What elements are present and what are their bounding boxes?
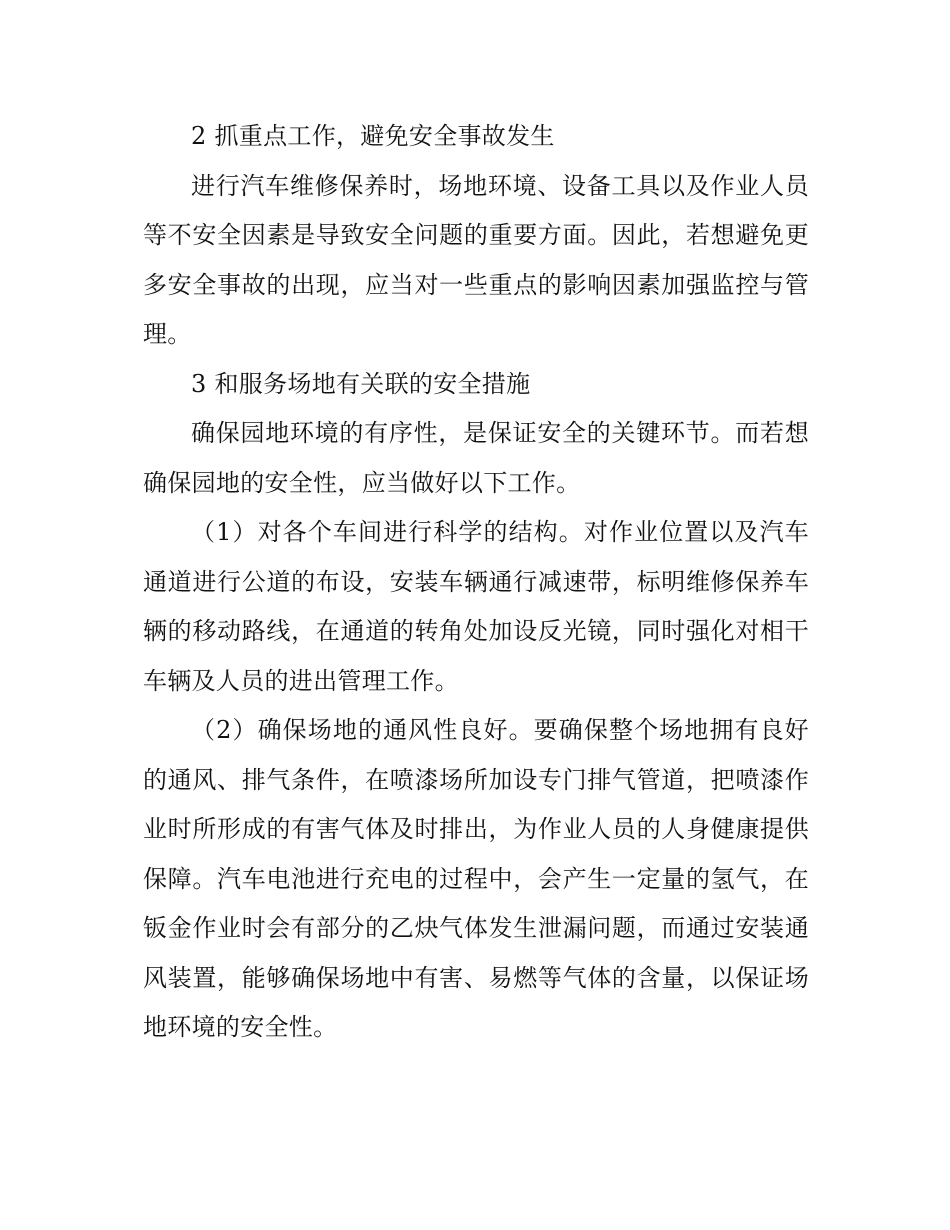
document-body <box>143 112 809 1053</box>
paragraph-item-2: （2）确保场地的通风性良好。要确保整个场地拥有良好的通风、排气条件，在喷漆场所加设专门排气管道，把喷漆作业时所形成的有害气体及时排出，为作业人员的人身健康提供保障。汽车电池进行充电的过程中，会产生一定量的氢气，在钣金作业时会有部分的乙炔气体发生泄漏问题，而通过安装通风装置，能够确保场地中有害、易燃等气体的含量，以保证场地环境的安全性。 <box>143 716 809 1041</box>
paragraph-site-order: 确保园地环境的有序性，是保证安全的关键环节。而若想确保园地的安全性，应当做好以下工作。 <box>143 419 809 497</box>
section-heading-3: 3 和服务场地有关联的安全措施 <box>191 369 531 398</box>
paragraph-item-1: （1）对各个车间进行科学的结构。对作业位置以及汽车通道进行公道的布设，安装车辆通行减速带，标明维修保养车辆的移动路线，在通道的转角处加设反光镜，同时强化对相干车辆及人员的进出管理工作。 <box>143 518 809 695</box>
paragraph-key-work: 进行汽车维修保养时，场地环境、设备工具以及作业人员等不安全因素是导致安全问题的重要方面。因此，若想避免更多安全事故的出现，应当对一些重点的影响因素加强监控与管理。 <box>143 171 809 348</box>
section-heading-2: 2 抓重点工作，避免安全事故发生 <box>191 122 555 150</box>
